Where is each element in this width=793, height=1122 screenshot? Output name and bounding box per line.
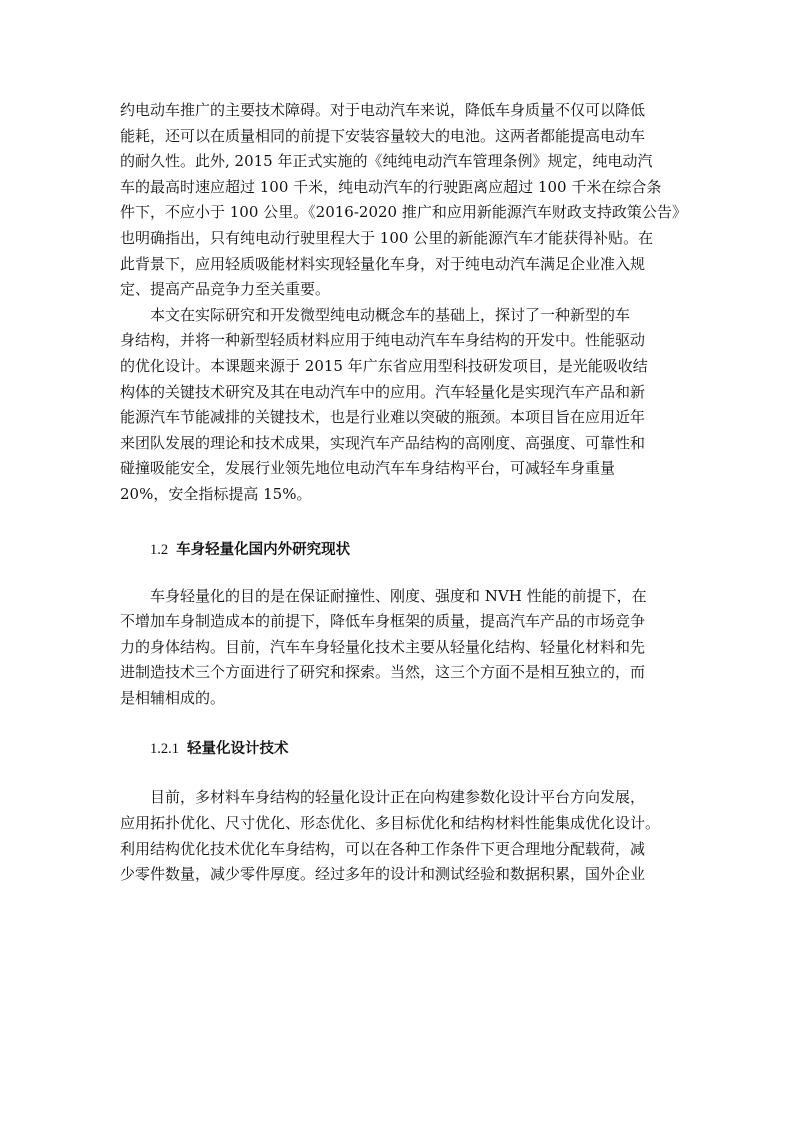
section-title: 轻量化设计技术 [187, 741, 289, 758]
section-title: 车身轻量化国内外研究现状 [176, 541, 351, 558]
text-line: 碰撞吸能安全，发展行业领先地位电动汽车车身结构平台，可减轻车身重量 [120, 459, 616, 478]
page-content [120, 98, 687, 888]
text-line: 定、提高产品竞争力至关重要。 [120, 280, 331, 299]
text-line: 不增加车身制造成本的前提下，降低车身框架的质量，提高汽车产品的市场竞争 [120, 612, 646, 631]
paragraph-project-overview [120, 303, 673, 508]
text-line: 构体的关键技术研究及其在电动汽车中的应用。汽车轻量化是实现汽车产品和新 [120, 382, 646, 401]
text-line: 的优化设计。本课题来源于 2015 年广东省应用型科技研发项目，是光能吸收结 [120, 356, 648, 375]
text-line: 也明确指出，只有纯电动行驶里程大于 100 公里的新能源汽车才能获得补贴。在 [120, 228, 654, 247]
text-line: 车的最高时速应超过 100 千米，纯电动汽车的行驶距离应超过 100 千米在综合条 [120, 177, 662, 196]
text-line: 能耗，还可以在质量相同的前提下安装容量较大的电池。这两者都能提高电动车 [120, 126, 646, 145]
text-line: 身结构，并将一种新型轻质材料应用于纯电动汽车车身结构的开发中。性能驱动 [120, 331, 646, 350]
text-line: 本文在实际研究和开发微型纯电动概念车的基础上，探讨了一种新型的车 [150, 305, 631, 324]
paragraph-ev-lightweight-background [120, 98, 687, 303]
text-line: 少零件数量，减少零件厚度。经过多年的设计和测试经验和数据积累，国外企业 [120, 865, 646, 884]
text-line: 进制造技术三个方面进行了研究和探索。当然，这三个方面不是相互独立的，而 [120, 663, 646, 682]
text-line: 利用结构优化技术优化车身结构，可以在各种工作条件下更合理地分配载荷，减 [120, 839, 646, 858]
text-line: 目前，多材料车身结构的轻量化设计正在向构建参数化设计平台方向发展， [150, 788, 646, 807]
paragraph-design-technology [120, 785, 673, 887]
paragraph-lightweight-purpose [120, 584, 673, 712]
text-line: 车身轻量化的目的是在保证耐撞性、刚度、强度和 NVH 性能的前提下，在 [150, 586, 647, 605]
text-line: 20%，安全指标提高 15%。 [120, 484, 312, 503]
section-heading-1-2-1 [120, 739, 673, 759]
text-line: 能源汽车节能减排的关键技术，也是行业难以突破的瓶颈。本项目旨在应用近年 [120, 408, 646, 427]
section-number: 1.2.1 [150, 741, 179, 758]
text-line: 力的身体结构。目前，汽车车身轻量化技术主要从轻量化结构、轻量化材料和先 [120, 637, 646, 656]
text-line: 件下，不应小于 100 公里。《2016-2020 推广和应用新能源汽车财政支持政策公告》 [120, 203, 687, 222]
section-heading-1-2 [120, 540, 673, 560]
section-number: 1.2 [150, 541, 169, 558]
text-line: 应用拓扑优化、尺寸优化、形态优化、多目标优化和结构材料性能集成优化设计。 [120, 814, 661, 833]
text-line: 是相辅相成的。 [120, 688, 226, 707]
text-line: 来团队发展的理论和技术成果，实现汽车产品结构的高刚度、高强度、可靠性和 [120, 433, 646, 452]
text-line: 约电动车推广的主要技术障碍。对于电动汽车来说，降低车身质量不仅可以降低 [120, 101, 646, 119]
text-line: 的耐久性。此外, 2015 年正式实施的《纯纯电动汽车管理条例》规定，纯电动汽 [120, 152, 653, 171]
text-line: 此背景下，应用轻质吸能材料实现轻量化车身，对于纯电动汽车满足企业准入规 [120, 254, 646, 273]
